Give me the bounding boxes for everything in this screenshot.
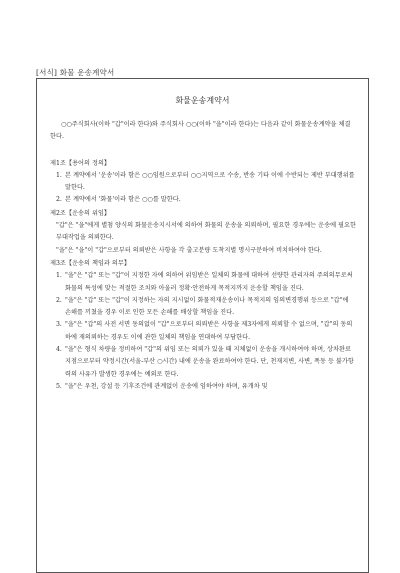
item-text: "을"은 우천, 강설 등 기후조건에 관계없이 운송에 임하여야 하며, 유개차 및 — [65, 382, 268, 390]
list-item — [50, 194, 356, 206]
article-1 — [50, 158, 356, 207]
item-number: 2. — [56, 196, 62, 204]
item-text: "을"은 형식 차량을 정비하여 "갑"의 위임 또는 의뢰가 있을 때 지체없이 운송을 개시하여야 하며, 상차완료 지점으로부터 약정시간(서울-부산 ○시간) 내에 운송을 완료하여야 한다. 단, 천재지변, 사변, 폭동 등 불가항력의 사유가 발생한 경우에는 예외로 한다. — [65, 346, 354, 378]
article-2 — [50, 208, 356, 257]
item-number: 2. — [56, 296, 62, 304]
article-paragraph: "갑"은 "을"에게 별첨 양식의 화물운송지시서에 의하여 화물의 운송을 의뢰하며, 필요한 경우에는 운송에 필요한 부대작업을 의뢰한다. — [56, 222, 356, 242]
item-number: 4. — [56, 346, 62, 354]
article-3 — [50, 258, 356, 393]
document-title: 화물운송계약서 — [175, 96, 230, 105]
article-heading: 제2조【운송의 위임】 — [50, 209, 111, 217]
list-item — [50, 295, 356, 320]
list-item — [50, 170, 356, 195]
list-item — [50, 381, 356, 393]
list-item — [50, 319, 356, 344]
preamble: ○○주식회사(이하 "갑"이라 한다)와 주식회사 ○○(이하 "을"이라 한다)는 다음과 같이 화물운송계약을 체결한다. — [50, 121, 351, 141]
item-text: 본 계약에서 '운송'이라 함은 ○○임원으로부터 ○○지역으로 수송, 반송 기타 이에 수반되는 제반 부대행위를 말한다. — [65, 171, 355, 192]
contract-document — [36, 78, 369, 573]
item-text: 본 계약에서 '화물'이라 함은 ○○를 말한다. — [65, 196, 181, 204]
item-number: 5. — [56, 382, 62, 390]
list-item — [50, 344, 356, 381]
document-body — [50, 119, 356, 394]
item-text: "을"은 "갑"의 사전 서면 동의없이 "갑"으로부터 의뢰받은 사항을 제3자에게 의뢰할 수 없으며, "갑"의 동의하에 재의뢰하는 경우도 이에 관한 일체의 책임을 연대하여 부담한다. — [65, 321, 353, 341]
item-number: 1. — [56, 171, 62, 179]
item-number: 3. — [56, 321, 62, 329]
form-label: [서식] 화물 운송계약서 — [36, 68, 115, 77]
article-heading: 제3조【운송의 책임과 의무】 — [50, 259, 131, 267]
item-text: "을"은 "갑" 또는 "갑"이 지정한 자에 의하여 위임받은 일체의 화물에 대하여 선량한 관리자의 주의의무로써 화물의 특성에 맞는 적절한 조치와 아울러 정확·안전하게 목적지까지 운송할 책임을 진다. — [65, 272, 353, 292]
item-number: 1. — [56, 272, 62, 280]
article-heading: 제1조【용어의 정의】 — [50, 159, 111, 167]
article-paragraph: "을"은 "을"이 "갑"으로부터 의뢰받은 사항을 각 출고분량 도착지별 명시구분하여 비치하여야 한다. — [56, 246, 322, 254]
list-item — [50, 270, 356, 295]
item-text: "을"은 "갑" 또는 "갑"이 지정하는 자의 지시없이 화물적재운송이나 목적지의 임의변경행위 등으로 "갑"에 손해를 끼쳤을 경우 이로 인한 모든 손해를 배상할 책임을 진다. — [65, 296, 349, 317]
